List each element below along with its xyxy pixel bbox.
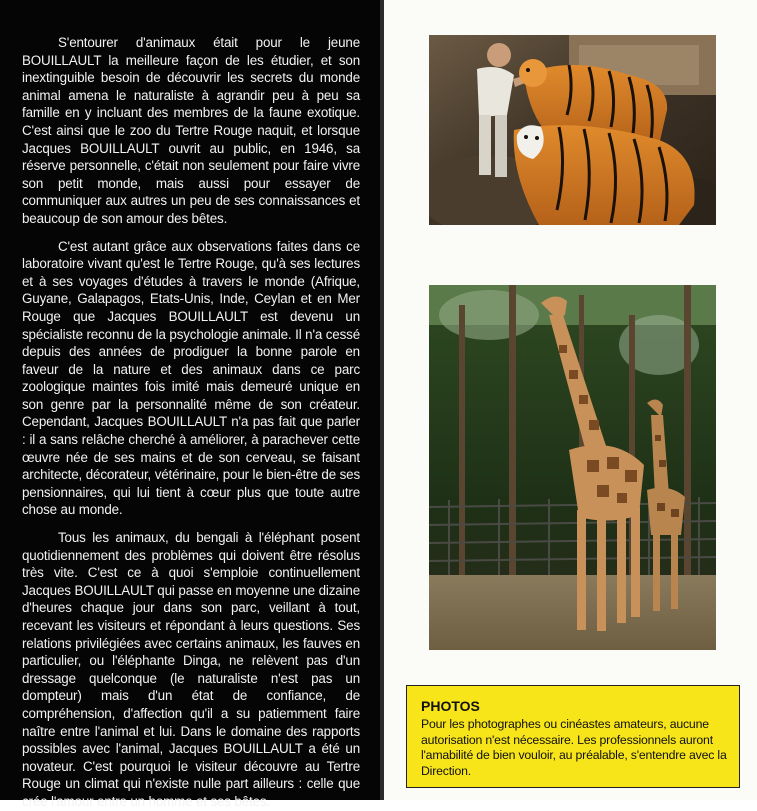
article-paragraph-2: C'est autant grâce aux observations faites dans ce laboratoire vivant qu'est le Tertre Rouge, qu'à ses lectures et à ses voyages d'études à travers le monde (Afrique, Guyane, Galapagos, Etats-Unis, Inde, Ceylan et en Mer Rouge que Jacques BOUILLAULT est devenu un spécialiste reconnu de la psychologie animale. Il n'a cessé depuis des années de prodiguer la bonne parole en faveur de la nature et des animaux dans ce parc zoologique maintes fois imité mais demeuré unique en son genre par la personnalité même de son créateur. Cependant, Jacques BOUILLAULT n'a pas fait que parler : il a sans relâche cherché à améliorer, à parachever cette œuvre née de ses mains et de son cerveau, se faisant architecte, décorateur, vétérinaire, pour le bien-être de ses pensionnaires, qui lui tient à cœur plus que toute autre chose au monde. — [22, 238, 360, 518]
tigers-photo — [429, 35, 716, 225]
article-paragraph-1: S'entourer d'animaux était pour le jeune BOUILLAULT la meilleure façon de les étudier, et son inextinguible besoin de découvrir les secrets du monde animal amena le naturaliste à agrandir peu à peu sa famille en y incluant des membres de la faune exotique. C'est ainsi que le zoo du Tertre Rouge naquit, et lorsque Jacques BOUILLAULT ouvrit au public, en 1946, sa réserve personnelle, c'était non seulement pour faire vivre son petit monde, mais aussi pour essayer de communiquer aux autres un peu de ses connaissances et beaucoup de son amour des bêtes. — [22, 35, 360, 226]
photo-column — [384, 0, 757, 800]
info-box-title: PHOTOS — [421, 698, 480, 714]
giraffes-photo — [429, 285, 716, 650]
photos-info-box — [406, 685, 740, 788]
info-box-text: Pour les photographes ou cinéastes amateurs, aucune autorisation n'est nécessaire. Les professionnels auront l'amabilité de bien vouloir, au préalable, s'entendre avec la Direction. — [421, 717, 727, 778]
article-paragraph-3: Tous les animaux, du bengali à l'éléphant posent quotidiennement des problèmes qui doivent être résolus très vite. C'est ce à quoi s'emploie continuellement Jacques BOUILLAULT qui passe en moyenne une dizaine d'heures chaque jour dans son parc, veillant à tout, recevant les visiteurs et répondant à leurs questions. Ses relations privilégiées avec certains animaux, les fauves en particulier, ou l'éléphante Dinga, ne relèvent pas d'un dressage quelconque (le naturaliste n'est pas un dompteur) mais d'un état de confiance, de compréhension, d'affection qu'il a su patiemment faire naître entre l'animal et lui. Dans le domaine des rapports possibles avec l'animal, Jacques BOUILLAULT a été un novateur. C'est pourquoi le visiteur découvre au Tertre Rouge un climat qui n'existe nulle part ailleurs : celle que crée l'amour entre un homme et ses bêtes. — [22, 530, 360, 809]
